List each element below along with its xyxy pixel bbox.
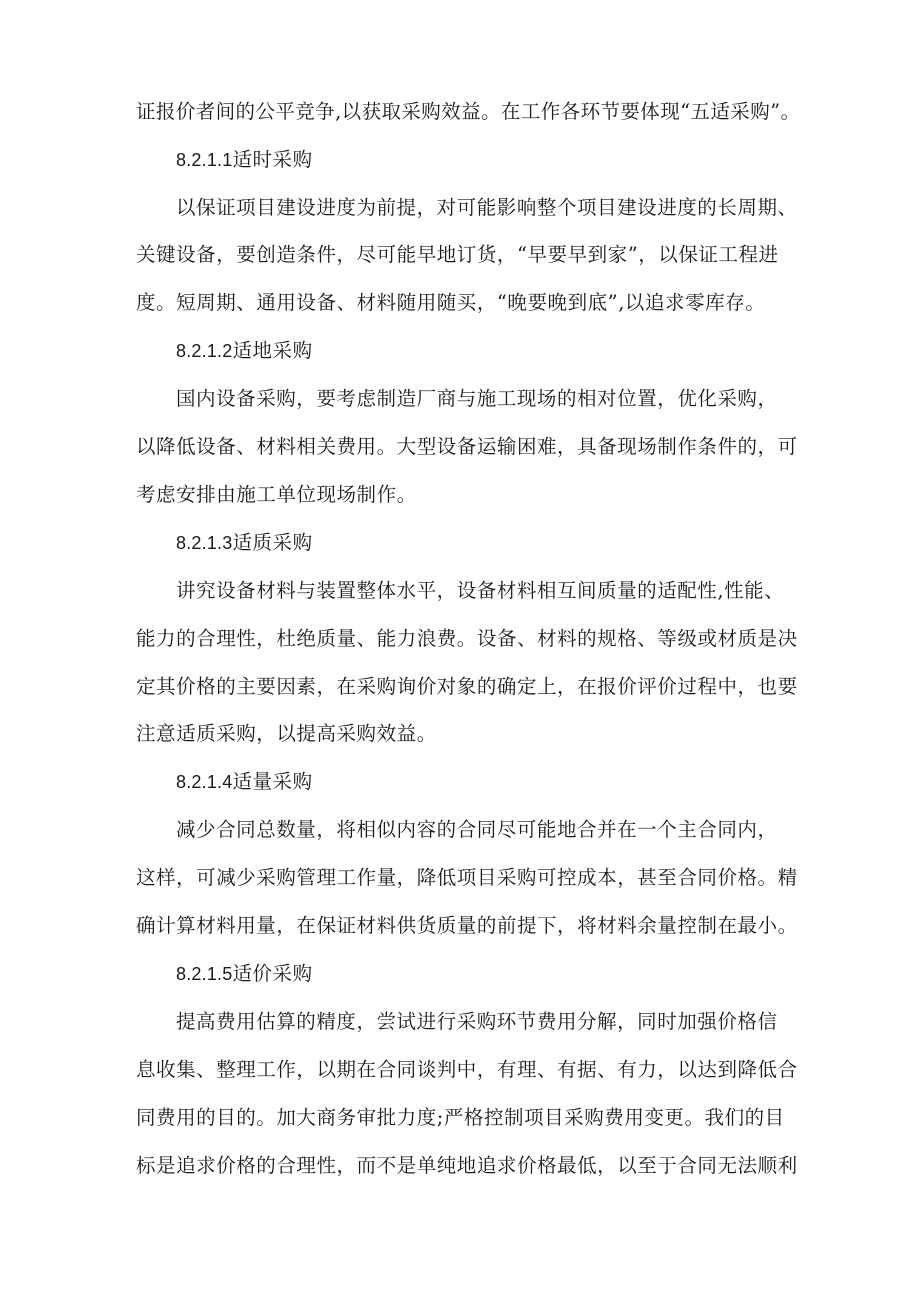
section-number: 8.2.1.5 xyxy=(176,964,233,984)
paragraph-line: 以降低设备、材料相关费用。大型设备运输困难，具备现场制作条件的，可 xyxy=(136,435,798,458)
section-heading-8-2-1-2 xyxy=(176,337,313,365)
paragraph-line: 这样，可减少采购管理工作量，降低项目采购可控成本，甚至合同价格。精 xyxy=(136,866,798,889)
section-number: 8.2.1.2 xyxy=(176,341,233,361)
paragraph-line: 能力的合理性，杜绝质量、能力浪费。设备、材料的规格、等级或材质是决 xyxy=(136,627,798,650)
section-title: 适地采购 xyxy=(232,339,313,362)
paragraph-line: 同费用的目的。加大商务审批力度;严格控制项目采购费用变更。我们的目 xyxy=(136,1106,785,1129)
section-number: 8.2.1.1 xyxy=(176,150,233,170)
section-heading-8-2-1-3 xyxy=(176,529,313,557)
paragraph-line: 以保证项目建设进度为前提，对可能影响整个项目建设进度的长周期、 xyxy=(176,196,798,219)
paragraph-line: 关键设备，要创造条件，尽可能早地订货，“早要早到家”，以保证工程进 xyxy=(136,243,779,266)
section-number: 8.2.1.4 xyxy=(176,772,233,792)
paragraph-line: 考虑安排由施工单位现场制作。 xyxy=(136,483,417,506)
paragraph-line: 标是追求价格的合理性，而不是单纯地追求价格最低，以至于合同无法顺利 xyxy=(136,1154,798,1177)
paragraph-line: 度。短周期、通用设备、材料随用随买，“晚要晚到底”,以追求零库存。 xyxy=(136,291,766,314)
section-title: 适价采购 xyxy=(232,962,313,985)
paragraph-line: 讲究设备材料与装置整体水平，设备材料相互间质量的适配性,性能、 xyxy=(176,579,785,602)
paragraph-line: 息收集、整理工作，以期在合同谈判中，有理、有据、有力，以达到降低合 xyxy=(136,1058,798,1081)
intro-line-1: 证报价者间的公平竞争,以获取采购效益。在工作各环节要体现“五适采购”。 xyxy=(136,100,801,123)
paragraph-line: 减少合同总数量，将相似内容的合同尽可能地合并在一个主合同内， xyxy=(176,818,778,841)
paragraph-line: 定其价格的主要因素，在采购询价对象的确定上，在报价评价过程中，也要 xyxy=(136,675,798,698)
section-heading-8-2-1-5 xyxy=(176,960,313,988)
section-number: 8.2.1.3 xyxy=(176,533,233,553)
section-title: 适质采购 xyxy=(232,531,313,554)
section-title: 适量采购 xyxy=(232,770,313,793)
section-heading-8-2-1-1 xyxy=(176,146,313,174)
section-heading-8-2-1-4 xyxy=(176,768,313,796)
paragraph-line: 确计算材料用量，在保证材料供货质量的前提下，将材料余量控制在最小。 xyxy=(136,914,798,937)
paragraph-line: 国内设备采购，要考虑制造厂商与施工现场的相对位置，优化采购， xyxy=(176,387,778,410)
paragraph-line: 提高费用估算的精度，尝试进行采购环节费用分解，同时加强价格信 xyxy=(176,1010,778,1033)
paragraph-line: 注意适质采购，以提高采购效益。 xyxy=(136,722,437,745)
section-title: 适时采购 xyxy=(232,148,313,171)
